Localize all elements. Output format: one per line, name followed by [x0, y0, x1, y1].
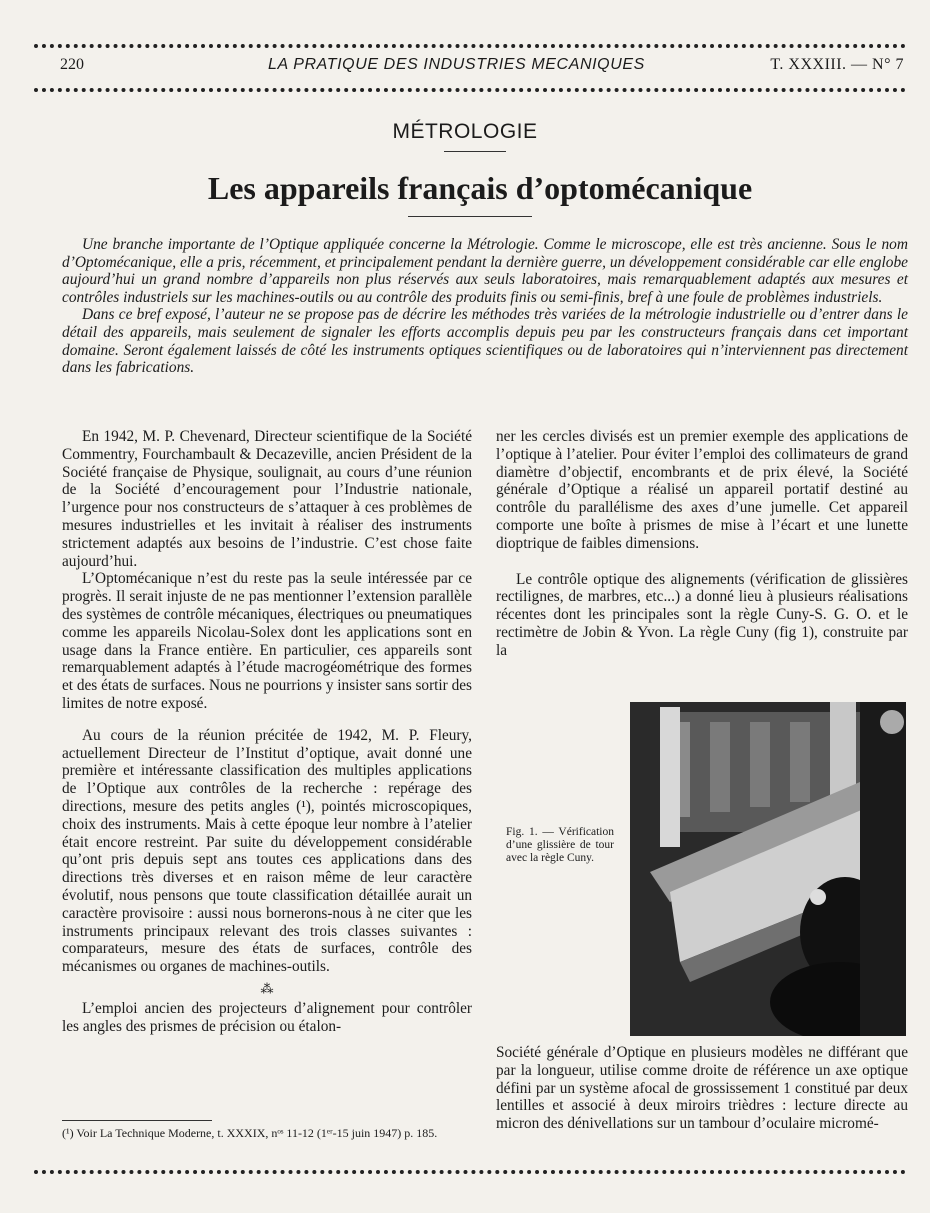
right-column-continuation — [496, 1044, 908, 1133]
paragraph: Au cours de la réunion précitée de 1942, M. P. Fleury, actuellement Directeur de l’Institut d’optique, avait donné une première et intéressante classification des multiples applications de l’Optique aux contrôles de la recherche : repérage des directions, mesure des petits angles (¹), pointés microscopiques, choix des instruments. Mais à cette époque leur nombre à l’atelier était encore restreint. Par suite du développement considérable qu’ont pris depuis sept ans toutes ces applications dans des directions très diverses et en raison même de leur caractère évolutif, nous pensons que toute classification détaillée aurait un caractère provisoire : aussi nous bornerons-nous à ne citer que les instruments principaux relevant des trois classes suivantes : comparateurs, mesure des états de surfaces, contrôle des mécanismes ou organes de machines-outils. — [62, 726, 472, 976]
running-head — [60, 56, 904, 78]
paragraph: En 1942, M. P. Chevenard, Directeur scientifique de la Société Commentry, Fourchambault & Decazeville, ancien Président de la Société française de Physique, soulignait, au cours d’une réunion de la Société d’encouragement pour l’Industrie nationale, l’urgence pour nos constructeurs de s’attaquer à ces problèmes de mesures industrielles et les invitait à réaliser des instruments strictement adaptés aux besoins de l’industrie. C’est chose faite aujourd’hui. — [62, 428, 472, 570]
left-column — [62, 428, 472, 1036]
paragraph: ner les cercles divisés est un premier exemple des applications de l’optique à l’atelier. Pour éviter l’emploi des collimateurs de grand diamètre d’objectif, encombrants et de prix élevé, la Société générale d’Optique a réalisé un appareil portatif destiné au contrôle du parallélisme des axes d’une jumelle. Cet appareil comporte une boîte à prismes de mise à l’écart et une lunette dioptrique de faibles dimensions. — [496, 428, 908, 552]
paragraph: L’emploi ancien des projecteurs d’alignement pour contrôler les angles des prismes de précision ou étalon- — [62, 999, 472, 1035]
article-title: Les appareils français d’optomécanique — [207, 170, 753, 206]
paragraph: L’Optomécanique n’est du reste pas la seule intéressée par ce progrès. Il serait injuste de ne pas mentionner l’extension parallèle des systèmes de contrôle mécaniques, électriques ou pneumatiques comme les appareils Nicolau-Solex dont les applications sont en usage dans la France entière. En particulier, ces appareils sont remarquablement adaptés à l’étude macrogéométrique des formes et des états de surfaces. Nous ne pourrions y insister sans sortir des limites de notre exposé. — [62, 570, 472, 712]
section-label: MÉTROLOGIE — [392, 120, 538, 143]
top-dotted-rule — [34, 44, 906, 48]
section-underline — [444, 151, 506, 152]
paragraph: Le contrôle optique des alignements (vérification de glissières rectilignes, de marbres, etc...) a donné lieu à plusieurs réalisations récentes dont les principales sont la règle Cuny-S. G. O. et le rectimètre de Jobin & Yvon. La règle Cuny (fig 1), construite par la — [496, 570, 908, 659]
asterism: ⁂ — [260, 980, 274, 996]
abstract-paragraph: Une branche importante de l’Optique appliquée concerne la Métrologie. Comme le microscope, elle est très ancienne. Sous le nom d’Optomécanique, elle a pris, récemment, et principalement pendant la dernière guerre, un développement considérable car elle englobe aujourd’hui un grand nombre d’appareils non plus réservés aux seuls laboratoires, mais remarquablement adaptés aux mesures et contrôles industriels sur les machines-outils ou au contrôle des produits finis ou semi-finis, bref à une foule de problèmes industriels. — [62, 236, 908, 306]
journal-title: LA PRATIQUE DES INDUSTRIES MECANIQUES — [268, 56, 645, 73]
page-number: 220 — [60, 56, 84, 73]
footnote-rule — [62, 1120, 212, 1121]
abstract-paragraph: Dans ce bref exposé, l’auteur ne se propose pas de décrire les méthodes très variées de la métrologie industrielle ou d’entrer dans le détail des appareils, mais seulement de signaler les efforts accomplis depuis peu par les constructeurs français dans cet important domaine. Seront également laissés de côté les instruments optiques scientifiques ou de laboratoires qui n’interviennent pas directement dans les fabrications. — [62, 306, 908, 377]
right-column — [496, 428, 908, 660]
title-underline — [408, 216, 532, 217]
abstract — [62, 236, 908, 377]
header-dotted-rule — [34, 88, 906, 92]
bottom-dotted-rule — [34, 1170, 906, 1174]
issue-number: T. XXXIII. — N° 7 — [770, 56, 904, 73]
footnote: (¹) Voir La Technique Moderne, t. XXXIX, nᵒˢ 11-12 (1ᵉʳ-15 juin 1947) p. 185. — [62, 1126, 438, 1140]
paragraph: Société générale d’Optique en plusieurs modèles ne différant que par la longueur, utilise comme droite de référence un axe optique défini par un système afocal de grossissement 1 constitué par deux lentilles et associé à deux miroirs trièdres : lecture directe au micron des dénivellations sur un tambour d’oculaire micromé- — [496, 1044, 908, 1133]
figure-caption: Fig. 1. — Vérification d’une glissière de tour avec la règle Cuny. — [506, 826, 614, 864]
figure-illustration — [630, 702, 906, 1036]
figure-photo — [630, 702, 906, 1036]
